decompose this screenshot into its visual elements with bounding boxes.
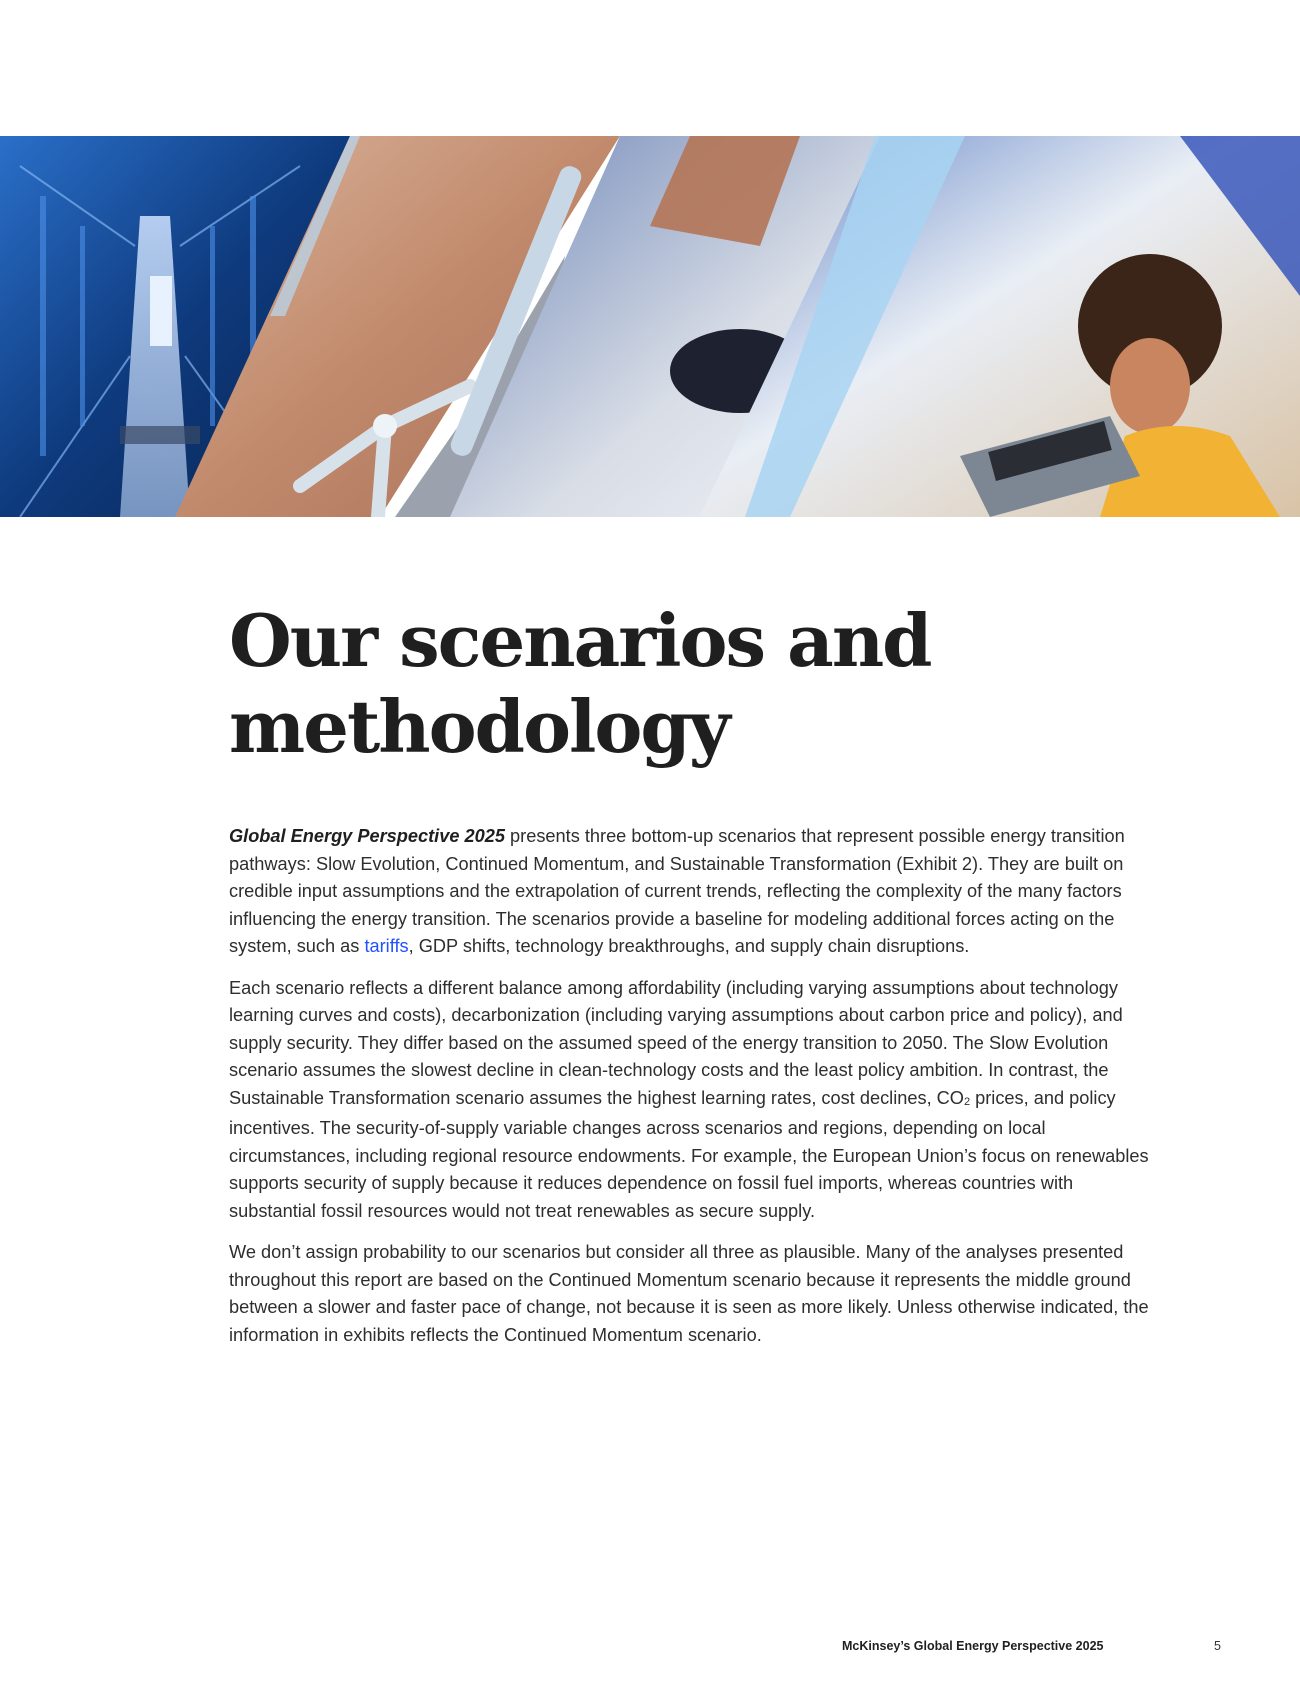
footer-publication-title: McKinsey’s Global Energy Perspective 2025	[842, 1639, 1104, 1653]
paragraph-2	[229, 975, 1159, 1226]
body-text	[229, 823, 1159, 1363]
page-title	[229, 598, 1129, 770]
header-image	[0, 136, 1300, 517]
page-title-line-1: Our scenarios and	[229, 598, 931, 683]
co2-subscript: 2	[963, 1095, 971, 1108]
paragraph-3: We don’t assign probability to our scenarios but consider all three as plausible. Many of the analyses presented throughout this report are based on the Continued Momentum scenario because it represents the middle ground between a slower and faster pace of change, not because it is seen as more likely. Unless otherwise indicated, the information in exhibits reflects the Continued Momentum scenario.	[229, 1242, 1149, 1345]
report-name: Global Energy Perspective 2025	[229, 826, 505, 846]
tariffs-link[interactable]: tariffs	[364, 936, 409, 956]
paragraph-1-text-b: , GDP shifts, technology breakthroughs, and supply chain disruptions.	[408, 936, 970, 956]
footer-page-number: 5	[1214, 1639, 1221, 1653]
paragraph-1-text-a: presents three bottom-up scenarios that represent possible energy transition pathways: Slow Evolution, Continued Momentum, and Sustainable Transformation (Exhibit 2). They are built on credible input assumptions and the extrapolation of current trends, reflecting the complexity of the many factors influencing the energy transition. The scenarios provide a baseline for modeling additional forces acting on the system, such as	[229, 826, 1125, 956]
paragraph-2-text-a: Each scenario reflects a different balance among affordability (including varying assumptions about technology learning curves and costs), decarbonization (including varying assumptions about carbon price and policy), and supply security. They differ based on the assumed speed of the energy transition to 2050. The Slow Evolution scenario assumes the slowest decline in clean-technology costs and the least policy ambition. In contrast, the Sustainable Transformation scenario assumes the highest learning rates, cost declines, CO	[229, 977, 1123, 1108]
page-title-line-2: methodology	[229, 684, 729, 769]
paragraph-2-text-b: prices, and policy incentives. The security-of-supply variable changes across scenarios and regions, depending on local circumstances, including regional resource endowments. For example, the European Union’s focus on renewables supports security of supply because it reduces dependence on fossil fuel imports, whereas countries with substantial fossil resources would not treat renewables as secure supply.	[229, 1087, 1149, 1221]
paragraph-1	[229, 823, 1159, 961]
